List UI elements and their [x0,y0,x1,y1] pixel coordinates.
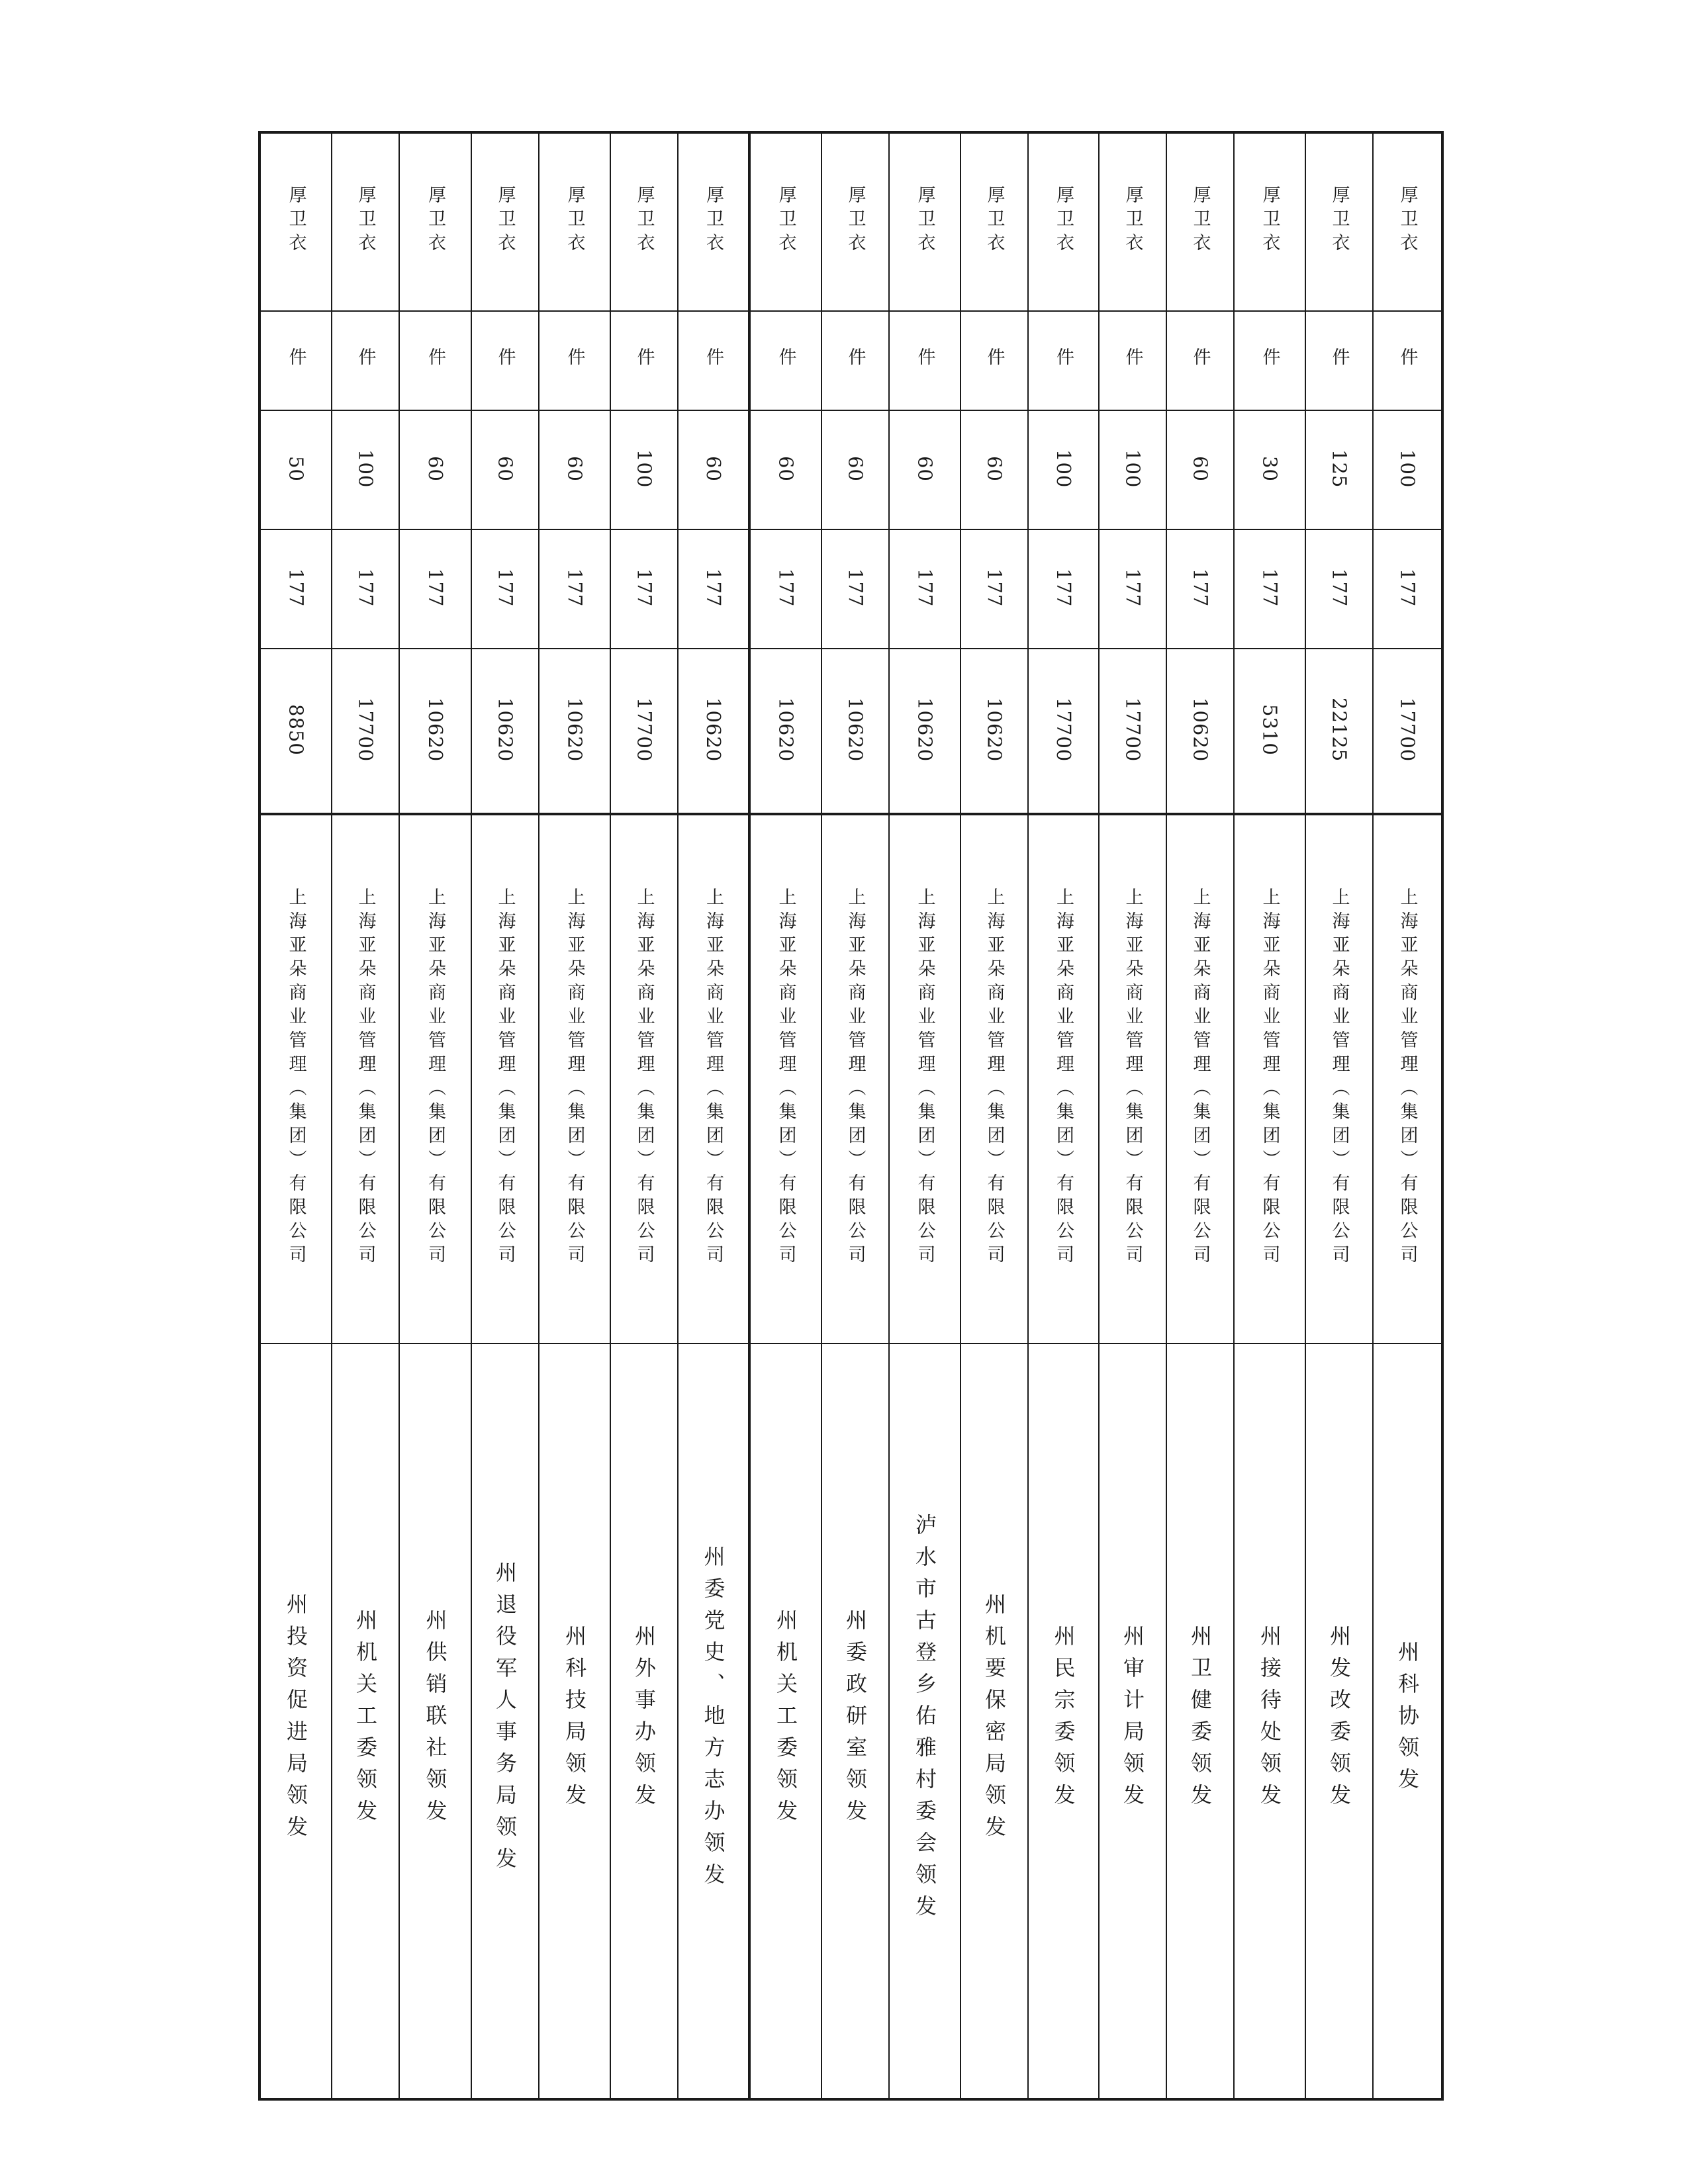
unit-text: 件 [914,347,935,371]
price-text: 177 [285,568,308,608]
price-text: 177 [563,568,586,608]
supplier-text: 上海亚朵商业管理（集团）有限公司 [355,887,376,1269]
supplier-cell [259,814,332,1343]
price-text: 177 [633,568,656,608]
price-cell [678,529,749,649]
quantity-cell [539,410,610,529]
amount-cell [1166,649,1234,814]
unit-text: 件 [845,347,866,371]
field-row-unit [259,311,1442,410]
unit-text: 件 [494,347,516,371]
price-cell [1305,529,1373,649]
unit-cell [332,311,399,410]
quantity-cell [961,410,1028,529]
supplier-text: 上海亚朵商业管理（集团）有限公司 [845,887,866,1269]
amount-cell [961,649,1028,814]
recipient-cell [332,1343,399,2099]
quantity-text: 100 [354,449,377,488]
recipient-text: 州科协领发 [1395,1640,1420,1799]
unit-text: 件 [1122,347,1143,371]
amount-text: 17700 [1396,697,1419,762]
unit-text: 件 [564,347,585,371]
quantity-cell [1373,410,1442,529]
unit-cell [1373,311,1442,410]
item-text: 厚卫衣 [845,185,866,257]
quantity-cell [889,410,961,529]
item-cell [749,132,821,311]
amount-cell [610,649,678,814]
amount-text: 10620 [1189,697,1212,762]
amount-text: 10620 [914,697,937,762]
unit-text: 件 [703,347,724,371]
quantity-text: 60 [1189,455,1212,482]
quantity-cell [259,410,332,529]
quantity-cell [332,410,399,529]
quantity-text: 60 [424,455,447,482]
unit-text: 件 [285,347,306,371]
recipient-text: 州卫健委领发 [1188,1624,1213,1815]
price-text: 177 [702,568,725,608]
item-text: 厚卫衣 [1397,185,1418,257]
price-cell [471,529,539,649]
amount-cell [1099,649,1166,814]
unit-cell [1028,311,1099,410]
amount-cell [539,649,610,814]
item-cell [678,132,749,311]
supplier-cell [889,814,961,1343]
item-cell [1028,132,1099,311]
item-text: 厚卫衣 [355,185,376,257]
supplier-text: 上海亚朵商业管理（集团）有限公司 [285,887,306,1269]
item-cell [1166,132,1234,311]
item-cell [1305,132,1373,311]
unit-text: 件 [1190,347,1211,371]
price-text: 177 [914,568,937,608]
quantity-text: 60 [563,455,586,482]
item-text: 厚卫衣 [1122,185,1143,257]
quantity-text: 100 [633,449,656,488]
amount-text: 5310 [1258,704,1282,756]
quantity-cell [1166,410,1234,529]
item-cell [961,132,1028,311]
field-row-amount [259,649,1442,814]
amount-text: 10620 [844,697,867,762]
amount-text: 10620 [424,697,447,762]
amount-text: 22125 [1328,697,1351,762]
quantity-text: 60 [844,455,867,482]
item-text: 厚卫衣 [984,185,1005,257]
supplier-text: 上海亚朵商业管理（集团）有限公司 [984,887,1005,1269]
recipient-text: 州机要保密局领发 [982,1592,1007,1847]
amount-cell [1305,649,1373,814]
unit-text: 件 [1259,347,1280,371]
recipient-text: 州委政研室领发 [843,1608,868,1831]
field-row-price [259,529,1442,649]
price-text: 177 [354,568,377,608]
supplier-text: 上海亚朵商业管理（集团）有限公司 [1190,887,1211,1269]
unit-cell [749,311,821,410]
supplier-text: 上海亚朵商业管理（集团）有限公司 [1122,887,1143,1269]
price-text: 177 [1121,568,1145,608]
supplier-text: 上海亚朵商业管理（集团）有限公司 [1053,887,1074,1269]
recipient-text: 州接待处领发 [1257,1624,1282,1815]
supplier-cell [399,814,471,1343]
unit-cell [678,311,749,410]
amount-text: 17700 [354,697,377,762]
supplier-cell [610,814,678,1343]
quantity-text: 60 [774,455,798,482]
supplier-cell [1028,814,1099,1343]
unit-text: 件 [425,347,445,371]
unit-cell [610,311,678,410]
supplier-cell [1373,814,1442,1343]
amount-text: 8850 [285,704,308,756]
item-text: 厚卫衣 [425,185,445,257]
price-cell [961,529,1028,649]
recipient-text: 泸水市古登乡佑雅村委会领发 [912,1513,937,1927]
recipient-text: 州投资促进局领发 [283,1592,308,1847]
price-text: 177 [1053,568,1075,608]
recipient-text: 州退役军人事务局领发 [492,1561,518,1879]
supplier-cell [678,814,749,1343]
price-text: 177 [1396,568,1419,608]
supplier-text: 上海亚朵商业管理（集团）有限公司 [425,887,445,1269]
amount-text: 17700 [1053,697,1075,762]
amount-cell [889,649,961,814]
amount-text: 10620 [563,697,586,762]
amount-cell [749,649,821,814]
supplier-text: 上海亚朵商业管理（集团）有限公司 [914,887,935,1269]
item-text: 厚卫衣 [703,185,724,257]
amount-text: 17700 [1121,697,1145,762]
supplier-text: 上海亚朵商业管理（集团）有限公司 [703,887,724,1269]
quantity-text: 125 [1328,449,1351,488]
supplier-cell [961,814,1028,1343]
recipient-cell [749,1343,821,2099]
recipient-cell [1305,1343,1373,2099]
item-cell [1099,132,1166,311]
recipient-cell [1234,1343,1305,2099]
unit-cell [1234,311,1305,410]
item-cell [539,132,610,311]
unit-cell [961,311,1028,410]
amount-cell [1373,649,1442,814]
supplier-text: 上海亚朵商业管理（集团）有限公司 [564,887,585,1269]
recipient-cell [1166,1343,1234,2099]
amount-text: 17700 [633,697,656,762]
price-cell [332,529,399,649]
item-cell [332,132,399,311]
recipient-text: 州机关工委领发 [353,1608,378,1831]
quantity-text: 60 [983,455,1006,482]
price-text: 177 [1258,568,1282,608]
item-text: 厚卫衣 [1259,185,1280,257]
recipient-cell [1028,1343,1099,2099]
price-text: 177 [424,568,447,608]
recipient-cell [821,1343,889,2099]
quantity-cell [471,410,539,529]
amount-cell [1234,649,1305,814]
quantity-text: 60 [494,455,517,482]
supplier-text: 上海亚朵商业管理（集团）有限公司 [494,887,516,1269]
quantity-text: 60 [914,455,937,482]
unit-text: 件 [984,347,1005,371]
price-cell [1166,529,1234,649]
recipient-text: 州外事办领发 [632,1624,657,1815]
unit-text: 件 [1053,347,1074,371]
price-text: 177 [774,568,798,608]
recipient-cell [471,1343,539,2099]
quantity-text: 100 [1121,449,1145,488]
unit-cell [399,311,471,410]
supplier-cell [749,814,821,1343]
price-cell [539,529,610,649]
quantity-cell [1028,410,1099,529]
recipient-cell [610,1343,678,2099]
supplier-text: 上海亚朵商业管理（集团）有限公司 [1259,887,1280,1269]
recipient-text: 州委党史、地方志办领发 [700,1545,726,1895]
item-text: 厚卫衣 [494,185,516,257]
item-text: 厚卫衣 [914,185,935,257]
unit-text: 件 [633,347,655,371]
unit-cell [889,311,961,410]
amount-cell [678,649,749,814]
unit-cell [1305,311,1373,410]
price-cell [821,529,889,649]
supplier-text: 上海亚朵商业管理（集团）有限公司 [1397,887,1418,1269]
unit-text: 件 [1397,347,1418,371]
quantity-cell [749,410,821,529]
item-text: 厚卫衣 [633,185,655,257]
supplier-cell [1234,814,1305,1343]
unit-cell [821,311,889,410]
price-text: 177 [1328,568,1351,608]
amount-cell [1028,649,1099,814]
recipient-cell [539,1343,610,2099]
recipient-cell [1373,1343,1442,2099]
item-cell [889,132,961,311]
quantity-text: 100 [1053,449,1075,488]
unit-cell [259,311,332,410]
supplier-cell [471,814,539,1343]
quantity-cell [678,410,749,529]
quantity-cell [1099,410,1166,529]
price-cell [1373,529,1442,649]
supplier-text: 上海亚朵商业管理（集团）有限公司 [1329,887,1350,1269]
item-text: 厚卫衣 [564,185,585,257]
amount-text: 10620 [702,697,725,762]
recipient-text: 州机关工委领发 [773,1608,798,1831]
amount-cell [259,649,332,814]
recipient-text: 州科技局领发 [562,1624,587,1815]
amount-text: 10620 [494,697,517,762]
unit-cell [1099,311,1166,410]
quantity-cell [399,410,471,529]
unit-cell [1166,311,1234,410]
quantity-cell [821,410,889,529]
field-row-recipient [259,1343,1442,2099]
price-cell [749,529,821,649]
supplier-cell [1305,814,1373,1343]
price-text: 177 [983,568,1006,608]
amount-cell [399,649,471,814]
quantity-cell [1305,410,1373,529]
unit-text: 件 [1329,347,1350,371]
item-text: 厚卫衣 [1190,185,1211,257]
price-text: 177 [844,568,867,608]
quantity-cell [1234,410,1305,529]
unit-cell [471,311,539,410]
item-cell [1234,132,1305,311]
field-row-supplier [259,814,1442,1343]
price-cell [1099,529,1166,649]
item-cell [610,132,678,311]
field-row-qty [259,410,1442,529]
recipient-text: 州供销联社领发 [422,1608,448,1831]
recipient-text: 州民宗委领发 [1051,1624,1076,1815]
supplier-text: 上海亚朵商业管理（集团）有限公司 [775,887,796,1269]
price-cell [889,529,961,649]
recipient-cell [1099,1343,1166,2099]
recipient-cell [678,1343,749,2099]
item-cell [259,132,332,311]
supplier-cell [332,814,399,1343]
unit-cell [539,311,610,410]
item-text: 厚卫衣 [285,185,306,257]
amount-cell [332,649,399,814]
unit-text: 件 [775,347,796,371]
price-text: 177 [494,568,517,608]
quantity-text: 50 [285,455,308,482]
item-text: 厚卫衣 [775,185,796,257]
recipient-cell [961,1343,1028,2099]
supplier-cell [821,814,889,1343]
amount-text: 10620 [774,697,798,762]
amount-cell [821,649,889,814]
price-cell [259,529,332,649]
item-cell [399,132,471,311]
supplier-text: 上海亚朵商业管理（集团）有限公司 [633,887,655,1269]
price-text: 177 [1189,568,1212,608]
recipient-text: 州审计局领发 [1120,1624,1145,1815]
quantity-text: 100 [1396,449,1419,488]
field-row-item [259,132,1442,311]
price-cell [1234,529,1305,649]
price-cell [1028,529,1099,649]
item-text: 厚卫衣 [1053,185,1074,257]
quantity-text: 30 [1258,455,1282,482]
recipient-cell [399,1343,471,2099]
amount-text: 10620 [983,697,1006,762]
item-cell [821,132,889,311]
price-cell [610,529,678,649]
unit-text: 件 [355,347,376,371]
item-cell [471,132,539,311]
quantity-text: 60 [702,455,725,482]
recipient-cell [889,1343,961,2099]
supplier-cell [1166,814,1234,1343]
price-cell [399,529,471,649]
item-cell [1373,132,1442,311]
recipient-cell [259,1343,332,2099]
amount-cell [471,649,539,814]
quantity-cell [610,410,678,529]
supplier-cell [539,814,610,1343]
distribution-table [258,131,1444,2101]
recipient-text: 州发改委领发 [1327,1624,1352,1815]
item-text: 厚卫衣 [1329,185,1350,257]
supplier-cell [1099,814,1166,1343]
